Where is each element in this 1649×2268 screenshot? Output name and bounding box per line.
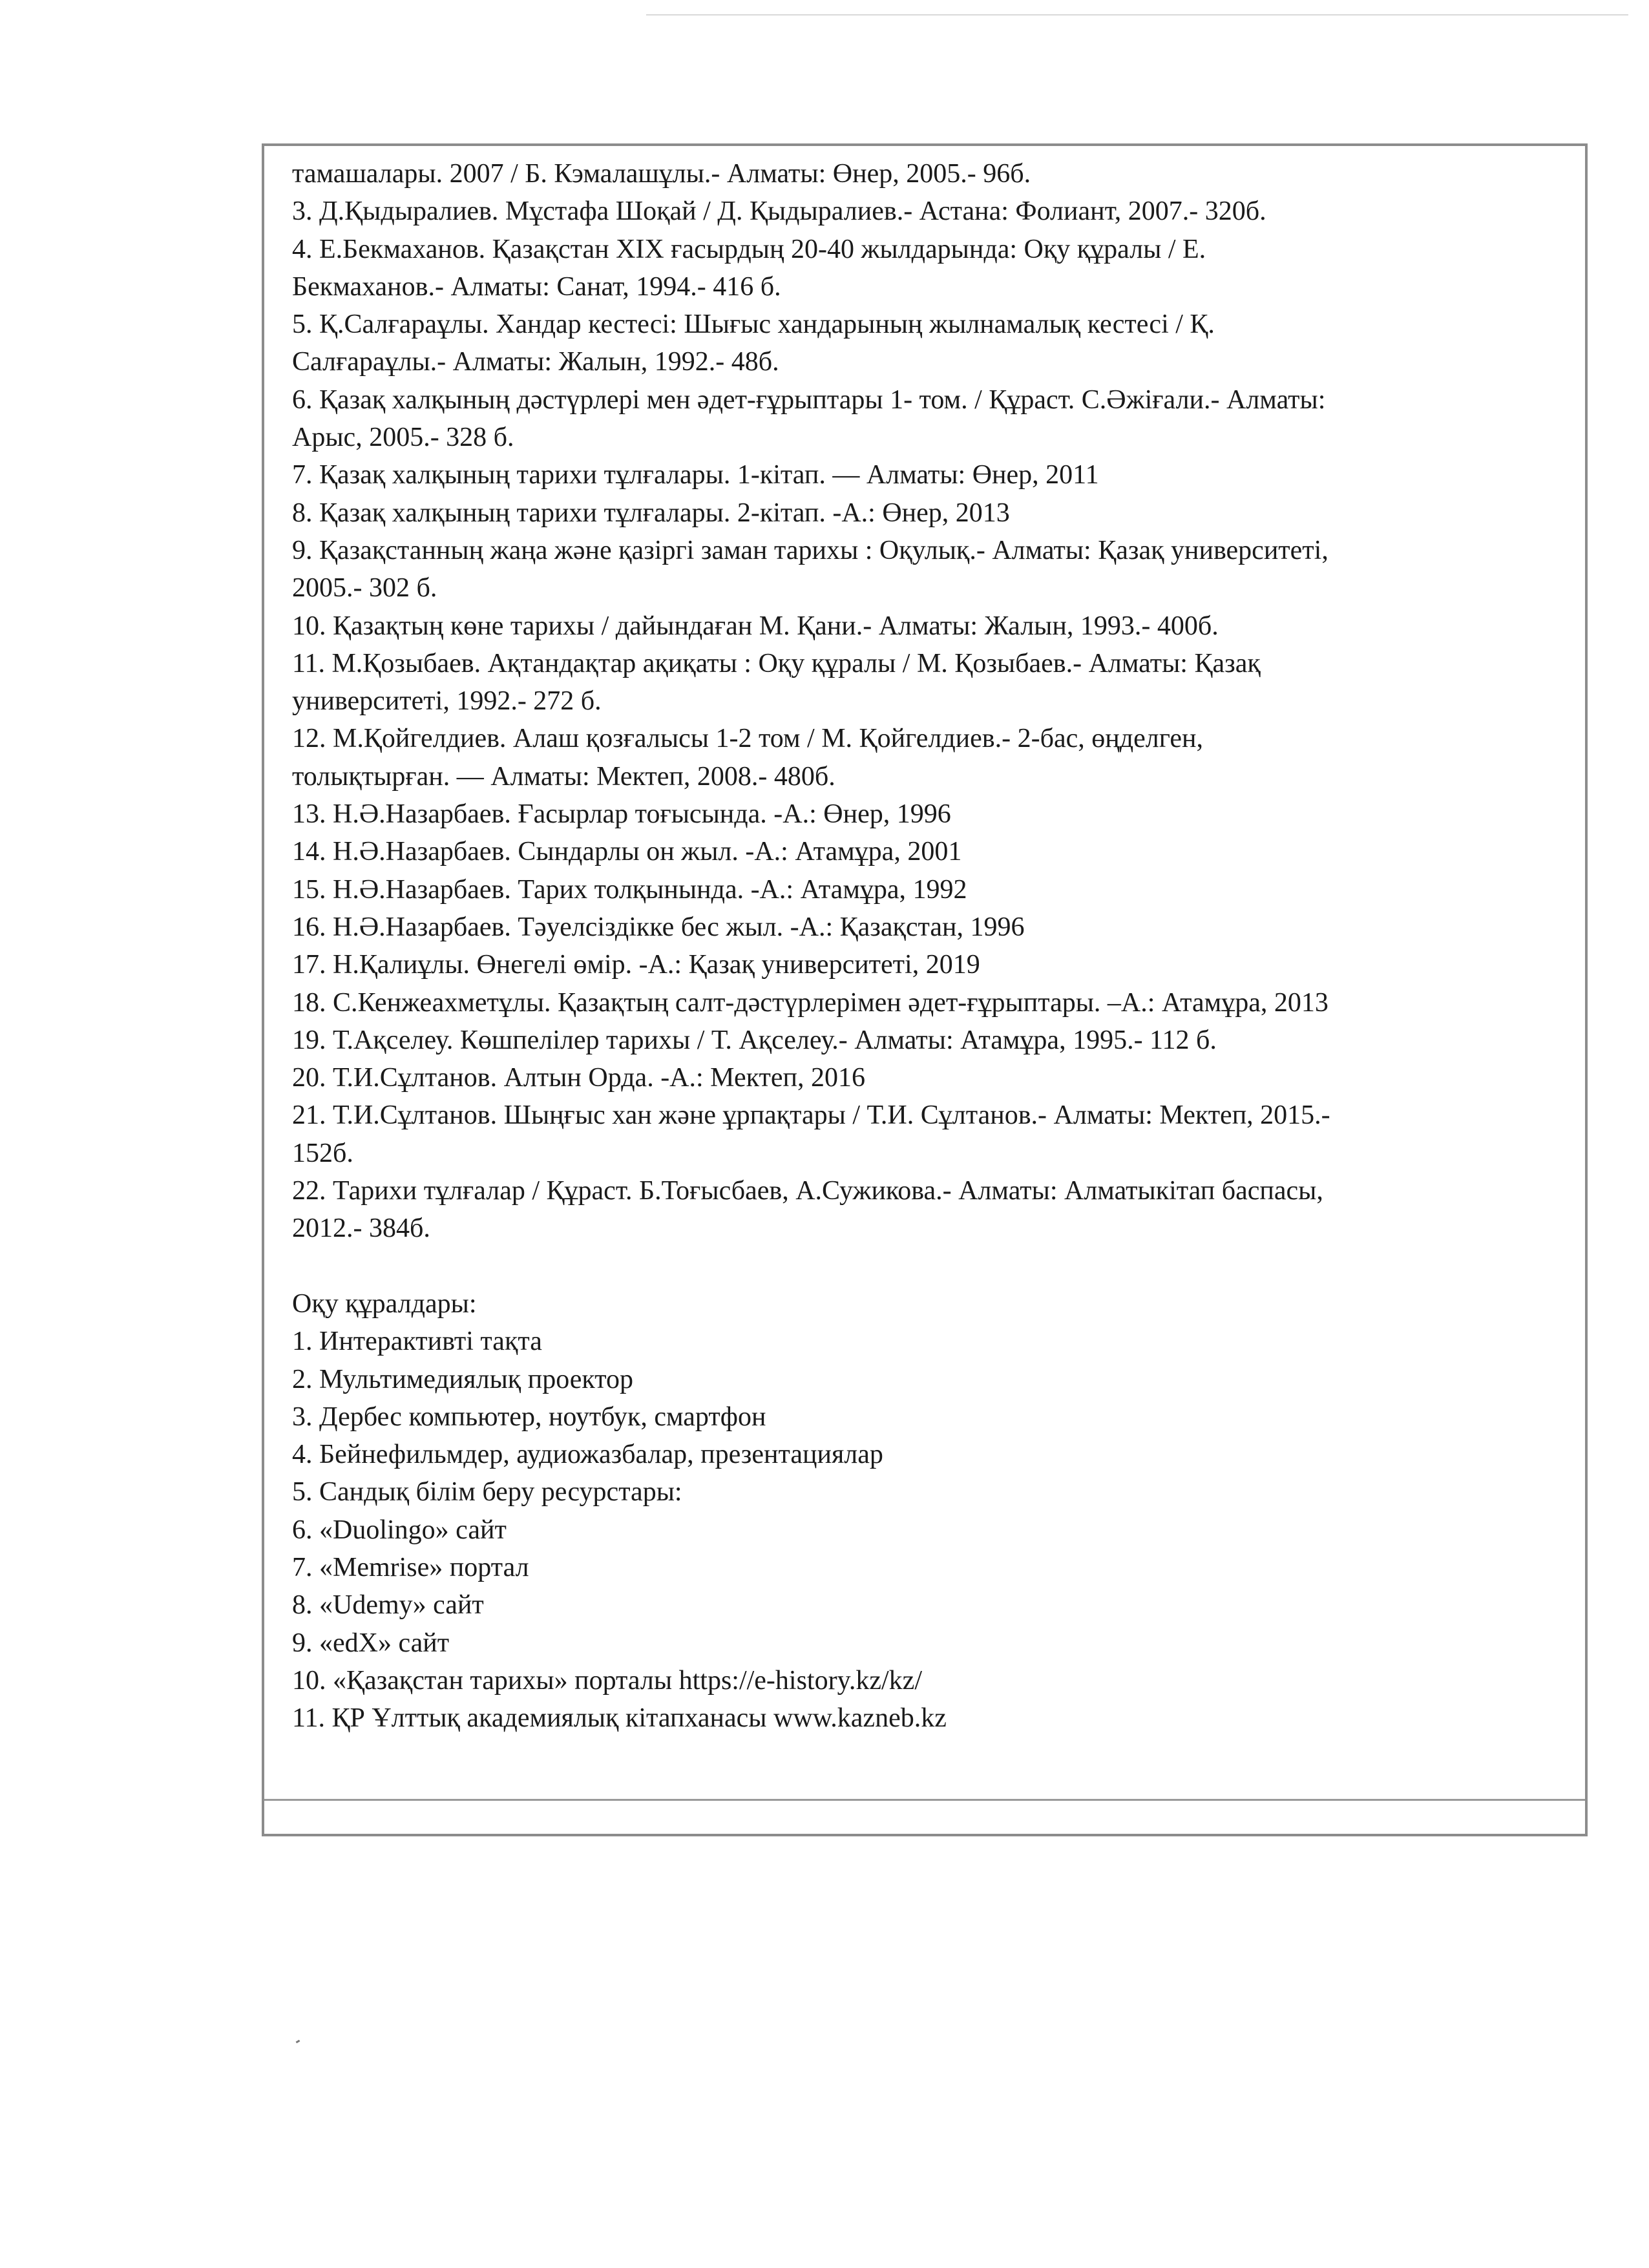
bibliography-line: 13. Н.Ә.Назарбаев. Ғасырлар тоғысында. -А.: Өнер, 1996 [292,799,951,830]
study-tool-item-link[interactable]: 11. ҚР Ұлттық академиялық кітапханасы www.kazneb.kz [292,1703,947,1734]
study-tool-item: 4. Бейнефильмдер, аудиожазбалар, презентациялар [292,1440,883,1470]
bibliography-line: 152б. [292,1138,353,1168]
study-tool-item: 6. «Duolingo» сайт [292,1515,507,1545]
scan-speck [296,2040,300,2044]
study-tool-item: 9. «edX» сайт [292,1628,450,1658]
bibliography-line: 14. Н.Ә.Назарбаев. Сындарлы он жыл. -А.: Атамұра, 2001 [292,837,962,867]
study-tool-item: 7. «Memrise» портал [292,1552,529,1582]
study-tools-heading: Оқу құралдары: [292,1288,477,1319]
bibliography-line: 6. Қазақ халқының дәстүрлері мен әдет-ғұрыптары 1- том. / Құраст. С.Әжіғали.- Алматы: [292,384,1326,415]
bibliography-line: 11. М.Қозыбаев. Ақтандақтар ақиқаты : Оқу құралы / М. Қозыбаев.- Алматы: Қазақ [292,648,1261,678]
study-tool-item: 1. Интерактивті тақта [292,1327,542,1357]
bibliography-line: 7. Қазақ халқының тарихи тұлғалары. 1-кітап. — Алматы: Өнер, 2011 [292,460,1099,490]
study-tool-item-link[interactable]: 10. «Қазақстан тарихы» порталы https://e-history.kz/kz/ [292,1665,922,1696]
bibliography-line: университеті, 1992.- 272 б. [292,686,602,717]
bibliography-line: 12. М.Қойгелдиев. Алаш қозғалысы 1-2 том / М. Қойгелдиев.- 2-бас, өңделген, [292,724,1203,754]
study-tool-item: 8. «Udemy» сайт [292,1590,484,1621]
bibliography-line: толықтырған. — Алматы: Мектеп, 2008.- 480б. [292,761,835,792]
bibliography-line: 9. Қазақстанның жаңа және қазіргі заман тарихы : Оқулық.- Алматы: Қазақ университеті, [292,535,1329,565]
bibliography-line: 15. Н.Ә.Назарбаев. Тарих толқынында. -А.: Атамұра, 1992 [292,874,967,905]
bibliography-line: 2005.- 302 б. [292,573,437,604]
bibliography-line: Салғараұлы.- Алматы: Жалын, 1992.- 48б. [292,347,779,377]
bibliography-line: 4. Е.Бекмаханов. Қазақстан XIX ғасырдың 20-40 жылдарында: Оқу құралы / Е. [292,234,1206,264]
scan-edge-line [646,14,1628,16]
bibliography-line: 17. Н.Қалиұлы. Өнегелі өмір. -А.: Қазақ университеті, 2019 [292,950,980,980]
bibliography-line: 16. Н.Ә.Назарбаев. Тәуелсіздікке бес жыл. -А.: Қазақстан, 1996 [292,912,1025,942]
bibliography-line: 18. С.Кенжеахметұлы. Қазақтың салт-дәстүрлерімен әдет-ғұрыптары. –А.: Атамұра, 2013 [292,987,1329,1018]
bibliography-line: 21. Т.И.Сұлтанов. Шыңғыс хан және ұрпақтары / Т.И. Сұлтанов.- Алматы: Мектеп, 2015.- [292,1100,1330,1131]
bibliography-line: тамашалары. 2007 / Б. Кэмалашұлы.- Алматы: Өнер, 2005.- 96б. [292,159,1031,189]
bibliography-line: 20. Т.И.Сұлтанов. Алтын Орда. -А.: Мектеп, 2016 [292,1063,865,1093]
bibliography-line: 3. Д.Қыдыралиев. Мұстафа Шоқай / Д. Қыдыралиев.- Астана: Фолиант, 2007.- 320б. [292,196,1266,227]
bibliography-line: Бекмаханов.- Алматы: Санат, 1994.- 416 б. [292,271,781,302]
study-tool-item: 3. Дербес компьютер, ноутбук, смартфон [292,1402,766,1432]
bibliography-line: Арыс, 2005.- 328 б. [292,423,514,453]
bibliography-line: 8. Қазақ халқының тарихи тұлғалары. 2-кітап. -А.: Өнер, 2013 [292,498,1010,528]
study-tool-item: 2. Мультимедиялық проектор [292,1364,633,1394]
document-content [292,155,1578,1737]
bibliography-line: 10. Қазақтың көне тарихы / дайындаған М. Қани.- Алматы: Жалын, 1993.- 400б. [292,611,1219,641]
bibliography-line: 2012.- 384б. [292,1213,430,1244]
bibliography-line: 19. Т.Ақселеу. Көшпелілер тарихы / Т. Ақселеу.- Алматы: Атамұра, 1995.- 112 б. [292,1025,1217,1055]
section-spacer [292,1248,1578,1285]
bibliography-line: 22. Тарихи тұлғалар / Құраст. Б.Тоғысбаев, А.Сужикова.- Алматы: Алматыкітап баспасы, [292,1176,1323,1206]
bibliography-line: 5. Қ.Салғараұлы. Хандар кестесі: Шығыс хандарының жылнамалық кестесі / Қ. [292,310,1215,340]
study-tool-item: 5. Сандық білім беру ресурстары: [292,1477,682,1507]
bibliography-list [292,155,1578,1248]
study-tools-section [292,1285,1578,1738]
frame-bottom-rule [264,1799,1585,1801]
